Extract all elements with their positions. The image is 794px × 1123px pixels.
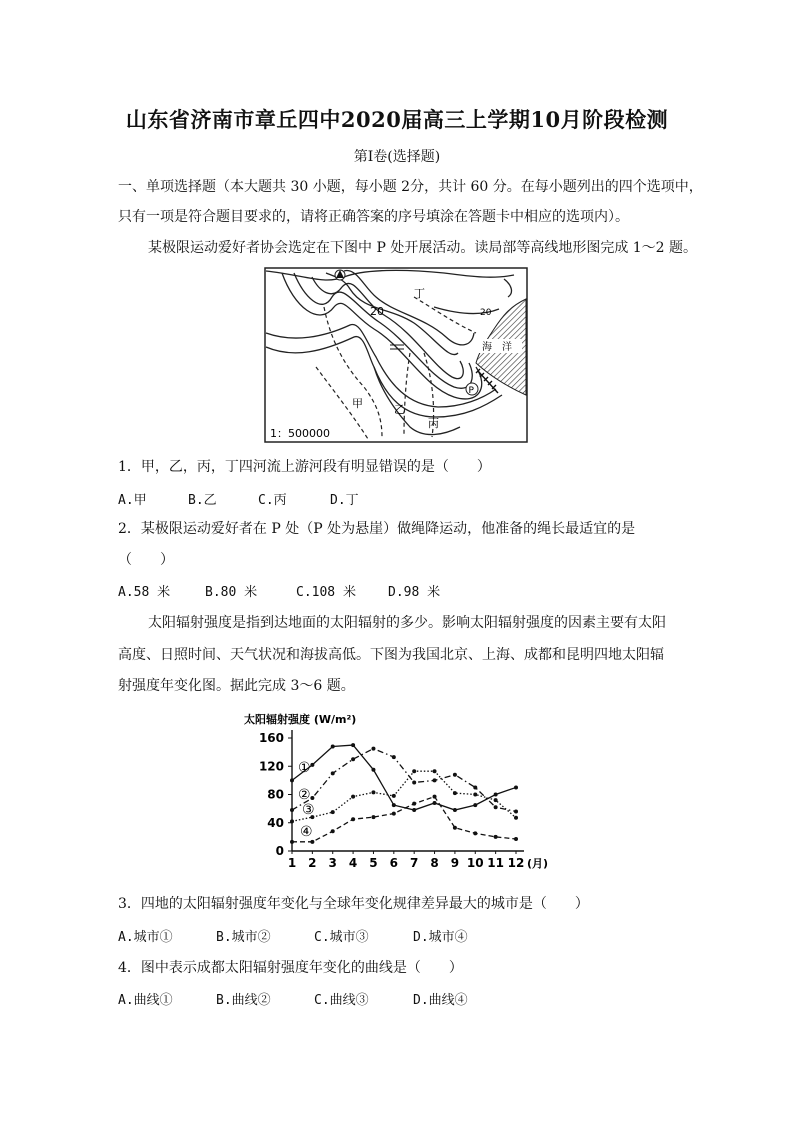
y-tick-label: 160 — [258, 731, 284, 745]
q1-option-c: C.丙 — [258, 493, 287, 508]
series-1-point — [371, 768, 375, 772]
series-3-point — [331, 810, 335, 814]
series-1-point — [351, 743, 355, 747]
series-4-point — [351, 817, 355, 821]
intro-paragraph-1: 某极限运动爱好者协会选定在下图中 P 处开展活动。读局部等高线地形图完成 1～2 题。 — [148, 240, 698, 256]
series-3-point — [494, 798, 498, 802]
x-tick-label: 4 — [348, 856, 358, 870]
x-tick-label: 5 — [369, 856, 378, 870]
q1-option-a: A.甲 — [118, 493, 147, 508]
series-1-point — [331, 744, 335, 748]
series-4-point — [453, 826, 457, 830]
series-1-point — [453, 808, 457, 812]
series-2-point — [433, 778, 437, 782]
x-tick-label: 8 — [430, 856, 439, 870]
series-4-point — [331, 829, 335, 833]
contour-label-2: 20 — [480, 308, 492, 318]
river-label-bing: 丙 — [428, 417, 439, 430]
river-label-yi: 乙 — [394, 403, 405, 416]
series-2-point — [371, 747, 375, 751]
series-3-point — [290, 819, 294, 823]
question-1-stem: 1．甲，乙，丙，丁四河流上游河段有明显错误的是（ ） — [118, 459, 491, 475]
series-1-point — [514, 785, 518, 789]
y-tick-label: 120 — [258, 759, 284, 774]
series-2-point — [351, 757, 355, 761]
y-tick-label: 0 — [275, 844, 284, 858]
series-3-point — [412, 769, 416, 773]
series-1-point — [494, 793, 498, 797]
series-2-point — [494, 805, 498, 809]
river-label-ding: 丁 — [414, 287, 425, 300]
q4-option-b: B.曲线② — [216, 993, 271, 1008]
question-2-stem-line2: （ ） — [118, 552, 174, 568]
series-4-point — [371, 815, 375, 819]
series-1-point — [433, 801, 437, 805]
series-4-point — [433, 795, 437, 799]
series-3-point — [514, 816, 518, 820]
series-3-point — [351, 795, 355, 799]
series-1-point — [392, 803, 396, 807]
x-tick-label: 9 — [450, 856, 460, 870]
river-label-jia: 甲 — [352, 397, 363, 410]
map-scale: 1：500000 — [270, 427, 330, 440]
y-tick-label: 40 — [267, 815, 284, 830]
series-label-2: ② — [298, 787, 311, 803]
q3-option-b: B.城市② — [216, 930, 271, 945]
q3-option-c: C.城市③ — [314, 930, 369, 945]
part-subtitle: 第Ⅰ卷(选择题) — [353, 149, 441, 165]
series-line-4 — [292, 797, 516, 842]
question-3-stem: 3．四地的太阳辐射强度年变化与全球年变化规律差异最大的城市是（ ） — [118, 896, 589, 912]
ocean-label: 海 洋 — [482, 342, 512, 353]
question-2-stem-line1: 2．某极限运动爱好者在 P 处（P 处为悬崖）做绳降运动，他准备的绳长最适宜的是 — [118, 521, 636, 537]
series-4-point — [494, 835, 498, 839]
series-3-point — [453, 791, 457, 795]
q1-option-b: B.乙 — [188, 493, 217, 508]
series-4-point — [412, 802, 416, 806]
series-label-4: ④ — [300, 824, 313, 840]
chart-title: 太阳辐射强度 (W/m²) — [244, 713, 357, 726]
series-line-3 — [292, 771, 516, 821]
series-4-point — [514, 837, 518, 841]
series-4-point — [290, 840, 294, 844]
x-tick-label: 12 — [507, 856, 525, 870]
section-heading-line1: 一、单项选择题（本大题共 30 小题，每小题 2分，共计 60 分。在每小题列出的四个选项中， — [118, 179, 703, 195]
contour-map-figure — [264, 267, 528, 443]
series-2-point — [331, 771, 335, 775]
series-3-point — [433, 769, 437, 773]
q1-option-d: D.丁 — [330, 493, 359, 508]
series-3-point — [371, 790, 375, 794]
series-label-1: ① — [298, 760, 311, 776]
intro-paragraph-2-line2: 高度、日照时间、天气状况和海拔高低。下图为我国北京、上海、成都和昆明四地太阳辐 — [118, 647, 664, 663]
series-4-point — [392, 812, 396, 816]
point-p-label: P — [468, 386, 474, 396]
series-2-point — [392, 755, 396, 759]
x-tick-label: 10 — [466, 856, 484, 870]
series-4-point — [310, 840, 314, 844]
q2-option-b: B.80 米 — [205, 585, 258, 600]
page-title: 山东省济南市章丘四中2020届高三上学期10月阶段检测 — [125, 107, 669, 132]
series-2-point — [310, 796, 314, 800]
q3-option-d: D.城市④ — [413, 930, 468, 945]
solar-radiation-line-chart — [240, 708, 550, 878]
series-4-point — [473, 831, 477, 835]
series-2-point — [290, 808, 294, 812]
series-label-3: ③ — [302, 802, 315, 818]
q2-option-c: C.108 米 — [296, 585, 356, 600]
x-tick-label: 1 — [287, 856, 297, 870]
chart-series — [290, 743, 518, 844]
q4-option-a: A.曲线① — [118, 993, 173, 1008]
series-3-point — [392, 794, 396, 798]
x-tick-label: 2 — [308, 856, 317, 870]
x-tick-label: 7 — [410, 856, 419, 870]
series-line-1 — [292, 745, 516, 810]
series-1-point — [412, 808, 416, 812]
q2-option-d: D.98 米 — [388, 585, 441, 600]
contour-label-1: 20 — [370, 305, 384, 318]
series-3-point — [473, 793, 477, 797]
intro-paragraph-2-line1: 太阳辐射强度是指到达地面的太阳辐射的多少。影响太阳辐射强度的因素主要有太阳 — [148, 615, 666, 631]
series-2-point — [473, 785, 477, 789]
x-axis-unit-label: (月) — [527, 857, 549, 870]
series-2-point — [412, 780, 416, 784]
x-tick-label: 11 — [487, 856, 504, 870]
q2-option-a: A.58 米 — [118, 585, 171, 600]
peak-triangle-icon — [335, 270, 345, 280]
q4-option-d: D.曲线④ — [413, 993, 468, 1008]
q4-option-c: C.曲线③ — [314, 993, 369, 1008]
series-1-point — [310, 763, 314, 767]
section-heading-line2: 只有一项是符合题目要求的，请将正确答案的序号填涂在答题卡中相应的选项内）。 — [118, 209, 629, 225]
y-tick-label: 80 — [267, 787, 284, 802]
x-tick-label: 6 — [389, 856, 398, 870]
series-1-point — [473, 803, 477, 807]
x-tick-label: 3 — [328, 856, 337, 870]
question-4-stem: 4．图中表示成都太阳辐射强度年变化的曲线是（ ） — [118, 960, 463, 976]
series-1-point — [290, 778, 294, 782]
series-2-point — [514, 809, 518, 813]
intro-paragraph-2-line3: 射强度年变化图。据此完成 3～6 题。 — [118, 678, 355, 694]
series-2-point — [453, 773, 457, 777]
q3-option-a: A.城市① — [118, 930, 173, 945]
